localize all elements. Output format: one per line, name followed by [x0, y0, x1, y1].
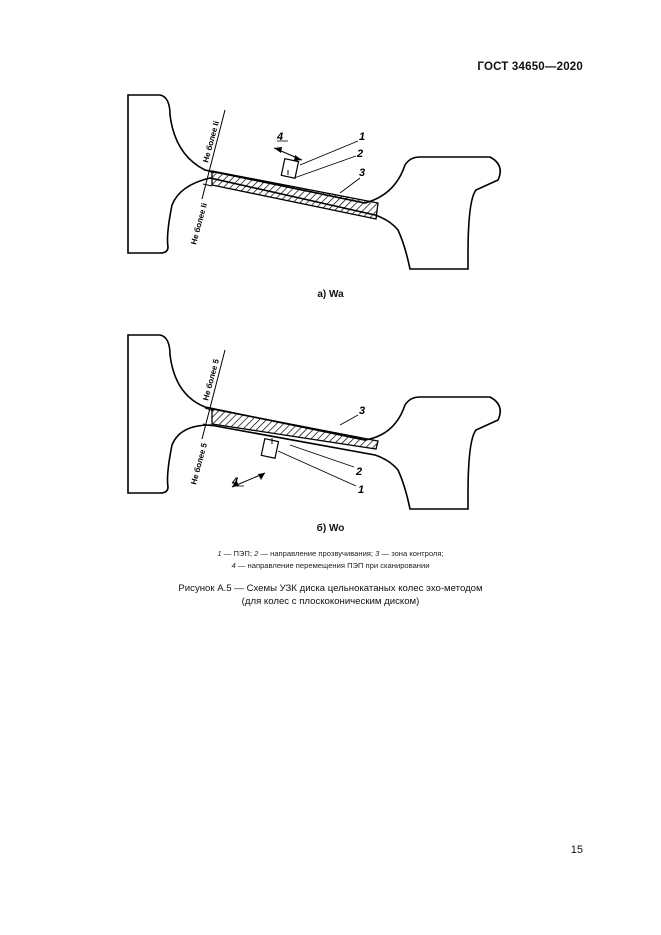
callout-2: 2	[357, 148, 364, 160]
legend-num: 2	[254, 549, 259, 558]
legend-text: — направление прозвучивания;	[258, 549, 376, 558]
figure-a-label: а) Wa	[317, 289, 344, 300]
callout-4: 4	[277, 131, 284, 143]
callout-3: 3	[359, 167, 366, 179]
standard-header: ГОСТ 34650—2020	[477, 61, 583, 73]
legend-line-1	[0, 548, 661, 560]
figure-a	[0, 85, 661, 300]
legend-num: 1	[217, 549, 222, 558]
figure-b	[0, 325, 661, 537]
page-number: 15	[570, 844, 583, 856]
callout-3: 3	[359, 405, 366, 417]
caption-line-2: (для колес с плоскоконическим диском)	[241, 595, 420, 607]
figure-caption	[0, 583, 661, 608]
probe	[261, 439, 278, 459]
dim-label-bottom: Не более Іі	[189, 202, 209, 246]
legend-text: — направление перемещения ПЭП при сканировании	[235, 561, 430, 570]
callout-4: 4	[232, 476, 239, 488]
probe	[281, 159, 298, 179]
figure-b-label: б) Wo	[316, 523, 345, 534]
legend-num: 3	[375, 549, 380, 558]
legend-num: 4	[231, 561, 236, 570]
callout-1: 1	[358, 484, 365, 496]
figure-a-drawing	[0, 85, 661, 300]
legend-text: — зона контроля;	[379, 549, 444, 558]
control-zone	[212, 409, 378, 449]
legend-line-2	[0, 560, 661, 572]
legend-text: — ПЭП;	[221, 549, 255, 558]
figure-b-drawing	[0, 325, 661, 537]
wheel-profile	[128, 335, 500, 509]
caption-line-1: Рисунок А.5 — Схемы УЗК диска цельнокатаных колес эхо-методом	[178, 583, 483, 594]
callout-1: 1	[359, 131, 366, 143]
callout-2: 2	[356, 466, 363, 478]
dim-label-top: Не более Іі	[201, 120, 221, 164]
dim-label-top: Не более 5	[201, 358, 221, 402]
dim-label-bottom: Не более 5	[189, 442, 209, 486]
wheel-profile	[128, 95, 500, 269]
